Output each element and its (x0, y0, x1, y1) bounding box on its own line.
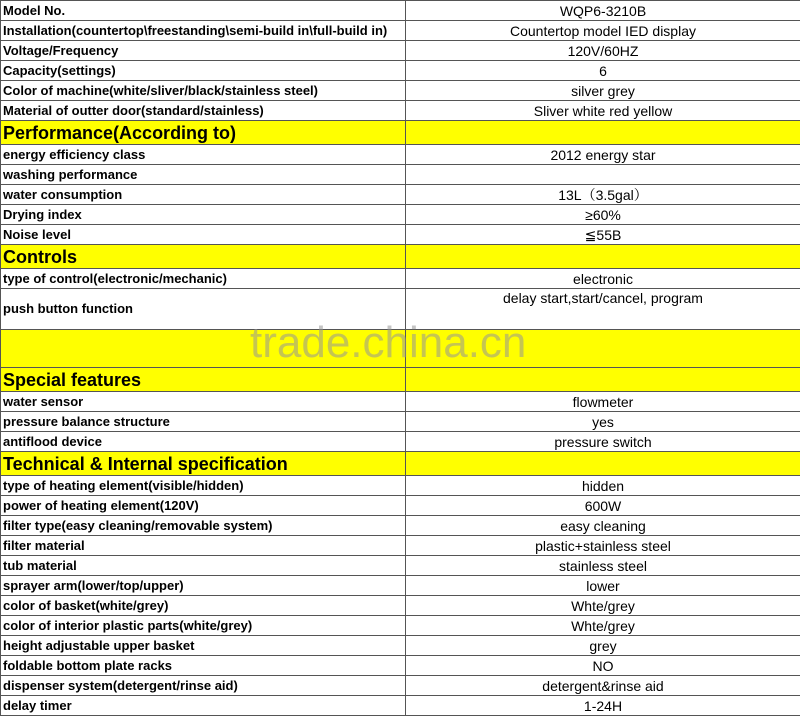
section-title-controls: Controls (1, 245, 406, 269)
section-title-special: Special features (1, 368, 406, 392)
spec-value: 120V/60HZ (406, 41, 800, 61)
watermark-text: trade.china.cn (250, 318, 526, 368)
spec-label: power of heating element(120V) (1, 496, 406, 516)
spec-value: Sliver white red yellow (406, 101, 800, 121)
spec-value (406, 289, 800, 330)
spec-label: tub material (1, 556, 406, 576)
spec-value: yes (406, 412, 800, 432)
section-header-row (1, 368, 800, 392)
table-row (1, 225, 800, 245)
spec-value: pressure switch (406, 432, 800, 452)
spec-value: NO (406, 656, 800, 676)
section-header-row (1, 121, 800, 145)
spec-label: height adjustable upper basket (1, 636, 406, 656)
section-title-performance: Performance(According to) (1, 121, 406, 145)
spec-label: color of basket(white/grey) (1, 596, 406, 616)
spec-value: lower (406, 576, 800, 596)
spec-value: 13L（3.5gal） (406, 185, 800, 205)
spec-label: filter type(easy cleaning/removable system) (1, 516, 406, 536)
spec-label: Color of machine(white/sliver/black/stainless steel) (1, 81, 406, 101)
section-blank-cell (406, 121, 800, 145)
yellow-band-row (1, 330, 800, 368)
spec-label: Drying index (1, 205, 406, 225)
table-row (1, 145, 800, 165)
spec-label: foldable bottom plate racks (1, 656, 406, 676)
spec-label: delay timer (1, 696, 406, 716)
section-header-row (1, 245, 800, 269)
table-row (1, 289, 800, 330)
spec-label: Model No. (1, 1, 406, 21)
spec-value: WQP6-3210B (406, 1, 800, 21)
table-row (1, 81, 800, 101)
spec-value: silver grey (406, 81, 800, 101)
section-blank-cell (406, 452, 800, 476)
spec-value: hidden (406, 476, 800, 496)
spec-label: Voltage/Frequency (1, 41, 406, 61)
table-row (1, 556, 800, 576)
spec-value: 1-24H (406, 696, 800, 716)
spec-label: dispenser system(detergent/rinse aid) (1, 676, 406, 696)
table-row (1, 61, 800, 81)
table-row (1, 41, 800, 61)
table-row (1, 496, 800, 516)
spec-value: detergent&rinse aid (406, 676, 800, 696)
table-row (1, 1, 800, 21)
spec-value: plastic+stainless steel (406, 536, 800, 556)
spec-label: pressure balance structure (1, 412, 406, 432)
spec-value: grey (406, 636, 800, 656)
spec-value: electronic (406, 269, 800, 289)
table-row (1, 516, 800, 536)
push-button-function-text: delay start,start/cancel, program (408, 289, 798, 325)
table-row (1, 269, 800, 289)
section-blank-cell (406, 245, 800, 269)
spec-value (406, 165, 800, 185)
spec-value: flowmeter (406, 392, 800, 412)
table-row (1, 656, 800, 676)
spec-label: water sensor (1, 392, 406, 412)
spec-label: Material of outter door(standard/stainless) (1, 101, 406, 121)
spec-label: type of heating element(visible/hidden) (1, 476, 406, 496)
spec-label: push button function (1, 289, 406, 330)
spec-value: Countertop model IED display (406, 21, 800, 41)
table-row (1, 165, 800, 185)
spec-label: sprayer arm(lower/top/upper) (1, 576, 406, 596)
spec-value: Whte/grey (406, 596, 800, 616)
table-row (1, 412, 800, 432)
table-row (1, 596, 800, 616)
table-row (1, 432, 800, 452)
spec-label: antiflood device (1, 432, 406, 452)
table-row (1, 576, 800, 596)
table-row (1, 536, 800, 556)
spec-label: type of control(electronic/mechanic) (1, 269, 406, 289)
spec-value: 6 (406, 61, 800, 81)
band-cell (406, 330, 800, 368)
table-row (1, 185, 800, 205)
spec-label: Installation(countertop\freestanding\semi-build in\full-build in) (1, 21, 406, 41)
table-row (1, 101, 800, 121)
spec-value: ≦55B (406, 225, 800, 245)
table-row (1, 205, 800, 225)
spec-value: stainless steel (406, 556, 800, 576)
band-cell (1, 330, 406, 368)
table-row (1, 636, 800, 656)
spec-value: ≥60% (406, 205, 800, 225)
table-row (1, 616, 800, 636)
spec-label: energy efficiency class (1, 145, 406, 165)
spec-label: Noise level (1, 225, 406, 245)
spec-value: Whte/grey (406, 616, 800, 636)
table-row (1, 476, 800, 496)
section-header-row (1, 452, 800, 476)
spec-label: washing performance (1, 165, 406, 185)
spec-label: Capacity(settings) (1, 61, 406, 81)
spec-label: filter material (1, 536, 406, 556)
section-title-technical: Technical & Internal specification (1, 452, 406, 476)
section-blank-cell (406, 368, 800, 392)
spec-label: color of interior plastic parts(white/grey) (1, 616, 406, 636)
table-row (1, 21, 800, 41)
spec-label: water consumption (1, 185, 406, 205)
spec-value: 600W (406, 496, 800, 516)
table-row (1, 392, 800, 412)
table-row (1, 676, 800, 696)
spec-value: 2012 energy star (406, 145, 800, 165)
spec-value: easy cleaning (406, 516, 800, 536)
